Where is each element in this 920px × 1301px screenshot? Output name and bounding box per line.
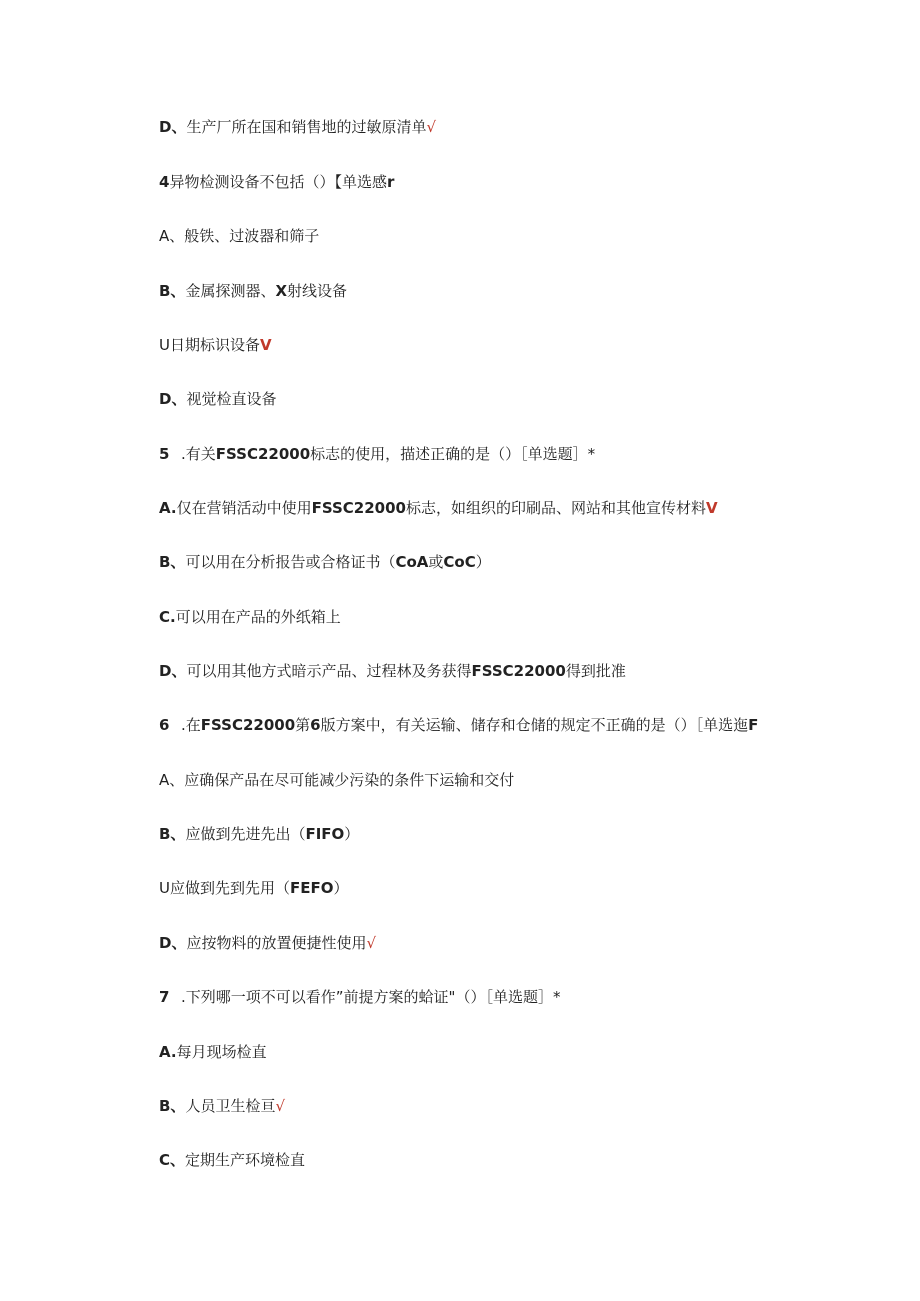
option-c-q4 [159,333,272,357]
option-text-3: ） [475,553,491,571]
option-code: FEFO [290,879,334,897]
option-letter: A. [159,1043,177,1061]
question-suffix: r [386,173,395,191]
question-4 [159,170,394,194]
question-number: 5 [159,445,170,463]
correct-mark: V [260,336,272,354]
option-letter: D、 [159,390,187,408]
question-code: FSSC22000 [215,445,311,463]
question-text-2: 标志的使用，描述正确的是（）［单选题］* [310,445,596,463]
option-text: 定期生产环境检直 [185,1151,306,1169]
option-code: FIFO [305,825,345,843]
option-letter: A. [159,499,177,517]
correct-mark: V [706,499,718,517]
question-text: .在 [181,716,201,734]
question-5 [159,442,595,466]
correct-mark: √ [426,118,437,136]
option-text: 可以用在分析报告或合格证书（ [185,553,396,571]
question-text: .下列哪一项不可以看作”前提方案的蛤证"（）［单选题］* [181,988,561,1006]
option-text: 金属探测器、 [185,282,276,300]
option-letter: D、 [159,934,187,952]
option-d-q5 [159,659,626,683]
option-code: CoA [395,553,429,571]
option-text-2: 或 [428,553,444,571]
option-code: X [275,282,288,300]
option-b-q4 [159,279,347,303]
option-text-2: 射线设备 [287,282,348,300]
option-text: 应确保产品在尽可能减少污染的条件下运输和交付 [184,771,515,789]
option-letter: B、 [159,282,186,300]
option-text: 视觉检直设备 [186,390,277,408]
option-a-q7 [159,1040,267,1064]
question-7 [159,985,560,1009]
option-text: 可以用其他方式暗示产品、过程林及务获得 [186,662,472,680]
option-text: 生产厂所在国和销售地的过敏原清单 [186,118,427,136]
option-letter: B、 [159,553,186,571]
question-code: FSSC22000 [200,716,296,734]
correct-mark: √ [275,1097,286,1115]
option-b-q6 [159,822,359,846]
option-letter: A、 [159,227,185,245]
question-text-2: 第 [295,716,311,734]
option-text-2: 标志，如组织的印刷品、网站和其他宣传材料 [405,499,706,517]
question-text: 异物检测设备不包括（）【单选感 [169,173,387,191]
option-code: FSSC22000 [311,499,406,517]
option-b-q5 [159,550,491,574]
option-letter: U [159,336,170,354]
option-text: 应做到先进先出（ [185,825,306,843]
option-text: 仅在营销活动中使用 [176,499,312,517]
option-d-q3 [159,115,436,139]
question-6 [159,713,758,737]
option-text-2: ） [333,879,349,897]
question-number: 7 [159,988,170,1006]
option-d-q4 [159,387,276,411]
question-text: .有关 [181,445,216,463]
option-text-2: 得到批准 [565,662,626,680]
option-c-q5 [159,605,341,629]
question-code-2: 6 [310,716,321,734]
option-letter: C、 [159,1151,186,1169]
question-text-3: 版方案中，有关运输、储存和仓储的规定不正确的是（）［单选迤 [320,716,749,734]
option-text: 人员卫生检亘 [185,1097,276,1115]
option-letter: A、 [159,771,185,789]
option-code-2: CoC [443,553,476,571]
option-b-q7 [159,1094,285,1118]
option-letter: C. [159,608,176,626]
option-text: 应做到先到先用（ [169,879,290,897]
option-c-q6 [159,876,349,900]
option-letter: B、 [159,825,186,843]
option-text: 每月现场检直 [176,1043,267,1061]
correct-mark: √ [366,934,377,952]
option-text: 可以用在产品的外纸箱上 [175,608,341,626]
option-text: 应按物料的放置便捷性使用 [186,934,367,952]
option-text: 般铁、过波器和筛子 [184,227,320,245]
option-a-q5 [159,496,718,520]
option-c-q7 [159,1148,305,1172]
option-d-q6 [159,931,376,955]
option-letter: U [159,879,170,897]
option-letter: D、 [159,118,187,136]
option-letter: D、 [159,662,187,680]
question-number: 6 [159,716,170,734]
question-suffix: F [748,716,759,734]
option-a-q6 [159,768,514,792]
option-text: 日期标识设备 [169,336,260,354]
option-a-q4 [159,224,319,248]
question-number: 4 [159,173,170,191]
option-code: FSSC22000 [471,662,566,680]
option-letter: B、 [159,1097,186,1115]
option-text-2: ） [344,825,360,843]
